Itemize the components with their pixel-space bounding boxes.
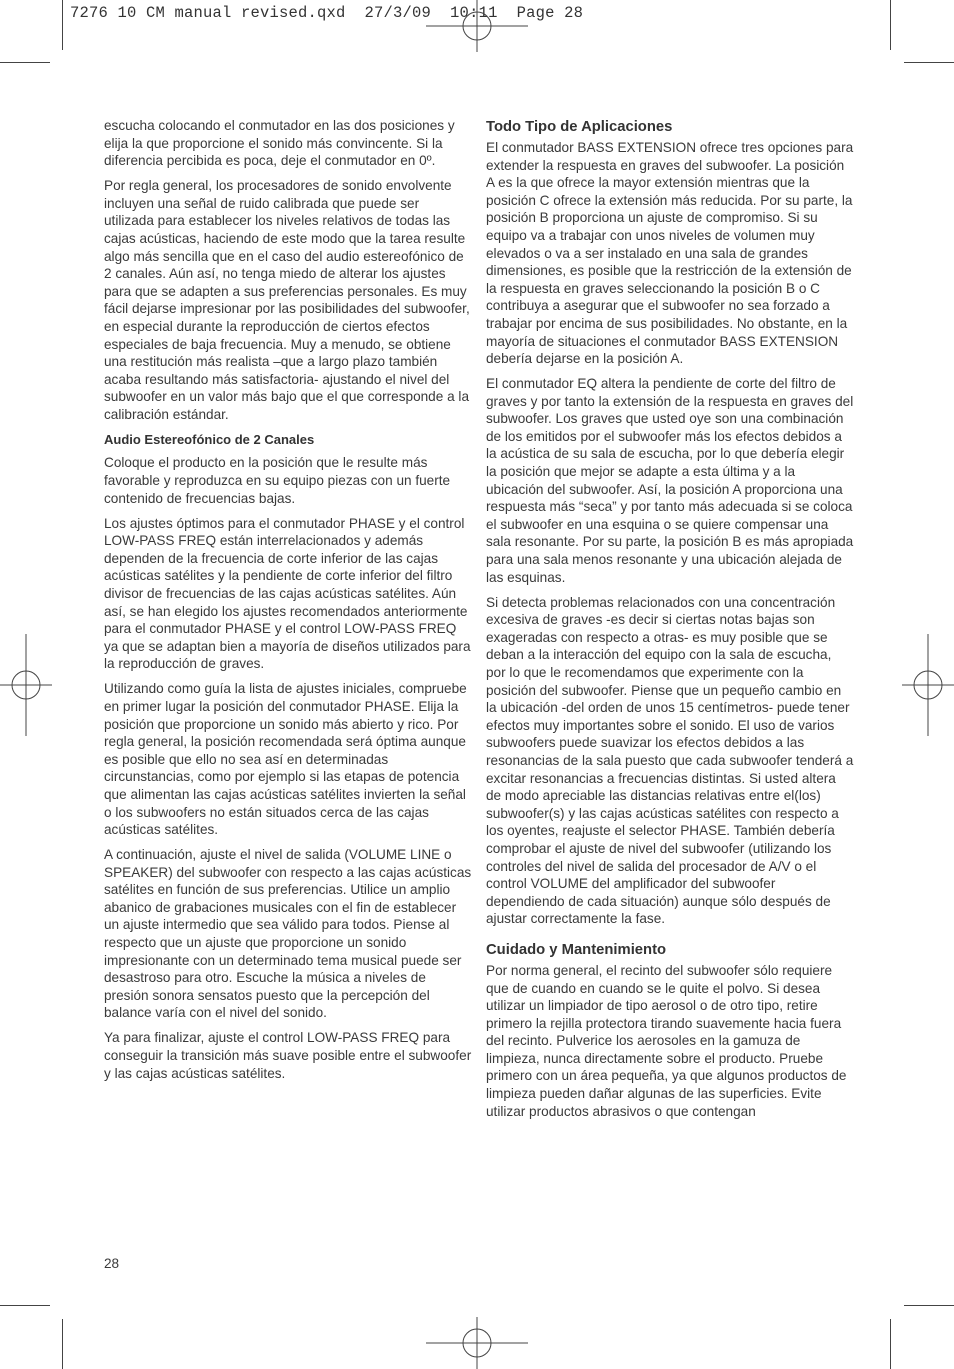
crop-mark-bottom-left-v (62, 1319, 63, 1369)
paragraph: Utilizando como guía la lista de ajustes iniciales, compruebe en primer lugar la posición del conmutador PHASE. Elija la posición que proporcione un sonido más abierto y rico. Por regla general, la posición recomendada será óptima aunque es posible que ello no sea así en determinadas circunstancias, como por ejemplo si las etapas de potencia que alimentan las cajas acústicas satélites invierten la señal o los subwoofers no están situados cerca de las cajas acústicas satélites. (104, 681, 467, 838)
paragraph: Si detecta problemas relacionados con una concentración excesiva de graves -es decir si ciertas notas bajas son exageradas con respecto a otras- es muy posible que se deban a la interacción del equipo con la sala de escucha, por lo que le recomendamos que experimente con la posición del subwoofer. Piense que un pequeño cambio en la ubicación -del orden de unos 15 centímetros- puede tener efectos muy importantes sobre el sonido. El uso de varios subwoofers puede suavizar los efectos debidos a las resonancias de la sala puesto que cada subwoofer tenderá a excitar resonancias a frecuencias distintas. Si usted altera de modo apreciable las distancias relativas entre el(los) subwoofer(s) y las cajas acústicas satélites con respecto a los oyentes, reajuste el selector PHASE. También debería comprobar el ajuste de nivel del subwoofer (utilizando los controles del nivel de salida del procesador de A/V o el control VOLUME del amplificador del subwoofer dependiendo de cada situación) aunque sólo después de ajustar correctamente la fase. (486, 594, 854, 927)
section-heading: Cuidado y Mantenimiento (486, 941, 667, 958)
paragraph: El conmutador BASS EXTENSION ofrece tres opciones para extender la respuesta en graves del subwoofer. La posición A es la que ofrece la mayor extensión mientras que la posición C ofrece la extensión más reducida. Por su parte, la posición B proporciona un ajuste de compromiso. Si su equipo va a trabajar con unos niveles de volumen muy elevados o va a ser instalado en una sala de grandes dimensiones, es posible que la restricción de la extensión de la respuesta en graves seleccionando la posición B o C contribuya a asegurar que el subwoofer no sea forzado a trabajar por encima de sus posibilidades. No obstante, en la mayoría de situaciones el conmutador BASS EXTENSION debería dejarse en la posición A. (486, 140, 854, 367)
crop-mark-bottom-right-v (890, 1319, 891, 1369)
crop-mark-top-right-h (904, 62, 954, 63)
left-column (104, 117, 472, 1090)
paragraph: Por norma general, el recinto del subwoofer sólo requiere que de cuando en cuando se le quite el polvo. Si desea utilizar un limpiador de tipo aerosol o de otro tipo, retire primero la rejilla protectora tirando suavemente hacia fuera del recinto. Pulverice los aerosoles en la gamuza de limpieza, nunca directamente sobre el producto. Pruebe primero con un área pequeña, ya que algunos productos de limpieza pueden dañar algunas de las superficies. Evite utilizar productos abrasivos o que contengan (486, 962, 847, 1119)
paragraph: A continuación, ajuste el nivel de salida (VOLUME LINE o SPEAKER) del subwoofer con respecto a las cajas acústicas satélites en función de sus preferencias. Utilice un amplio abanico de grabaciones musicales con el fin de establecer un ajuste intermedio que sea válido para todos. Piense al respecto que un ajuste que proporcione un sonido impresionante con un determinado tema musical puede ser desastroso para otro. Escuche la música a niveles de presión sonora sensatos puesto que la percepción del balance varía con el nivel del sonido. (104, 847, 472, 1021)
registration-mark-bottom (426, 1317, 528, 1369)
section-heading: Audio Estereofónico de 2 Canales (104, 431, 315, 447)
registration-mark-top (426, 0, 528, 52)
paragraph: Por regla general, los procesadores de sonido envolvente incluyen una señal de ruido calibrada que puede ser utilizada para establecer los niveles relativos de todas las cajas acústicas, haciendo de este modo que la tarea resulte algo más sencilla que en el caso del audio estereofónico de 2 canales. Aún así, no tenga miedo de alterar los ajustes para que se adapten a sus preferencias personales. Es muy fácil dejarse impresionar por las posibilidades del subwoofer, en especial durante la reproducción de ciertos efectos especiales de baja frecuencia. Muy a menudo, se obtiene una restitución más realista –que a largo plazo también acaba resultando más satisfactoria- ajustando el nivel del subwoofer en un valor más bajo que el que corresponde a la calibración estándar. (104, 178, 470, 422)
crop-mark-top-left-v (62, 0, 63, 50)
print-slug: 7276 10 CM manual revised.qxd 27/3/09 10:11 Page 28 (70, 4, 584, 22)
crop-mark-bottom-right-h (904, 1305, 954, 1306)
registration-mark-right (902, 634, 954, 736)
paragraph: Ya para finalizar, ajuste el control LOW-PASS FREQ para conseguir la transición más suave posible entre el subwoofer y las cajas acústicas satélites. (104, 1030, 472, 1081)
registration-mark-left (0, 634, 52, 736)
paragraph: Coloque el producto en la posición que le resulte más favorable y reproduzca en su equipo piezas con un fuerte contenido de frecuencias bajas. (104, 455, 451, 506)
crop-mark-top-left-h (0, 62, 50, 63)
page-number: 28 (104, 1256, 120, 1271)
right-column (486, 117, 854, 1128)
paragraph: El conmutador EQ altera la pendiente de corte del filtro de graves y por tanto la extensión de la respuesta en graves del subwoofer. Los graves que usted oye son una combinación de los emitidos por el subwoofer más los efectos debidos a la acústica de su sala de escucha, por lo que debería elegir la posición que mejor se adapte a esta última y a la ubicación del subwoofer. Así, la posición A proporciona una respuesta más “seca” y por tanto más adecuada si se coloca el subwoofer en una esquina o se quiere compensar una sala resonante. Por su parte, la posición B es más apropiada para una sala menos resonante y una ubicación alejada de las esquinas. (486, 376, 854, 585)
paragraph: Los ajustes óptimos para el conmutador PHASE y el control LOW-PASS FREQ están interrelacionados y además dependen de la frecuencia de corte inferior de las cajas acústicas satélites y la pendiente de corte inferior del filtro divisor de frecuencias de las cajas acústicas satélites. Aún así, se han elegido los ajustes recomendados anteriormente para el conmutador PHASE y el control LOW-PASS FREQ ya que se adaptan bien a mayoría de diseños utilizados para la reproducción de graves. (104, 515, 471, 672)
section-heading: Todo Tipo de Aplicaciones (486, 119, 673, 135)
crop-mark-top-right-v (890, 0, 891, 50)
crop-mark-bottom-left-h (0, 1305, 50, 1306)
paragraph: escucha colocando el conmutador en las dos posiciones y elija la que proporcione el sonido más convincente. Si la diferencia percibida es poca, deje el conmutador en 0º. (104, 118, 455, 169)
